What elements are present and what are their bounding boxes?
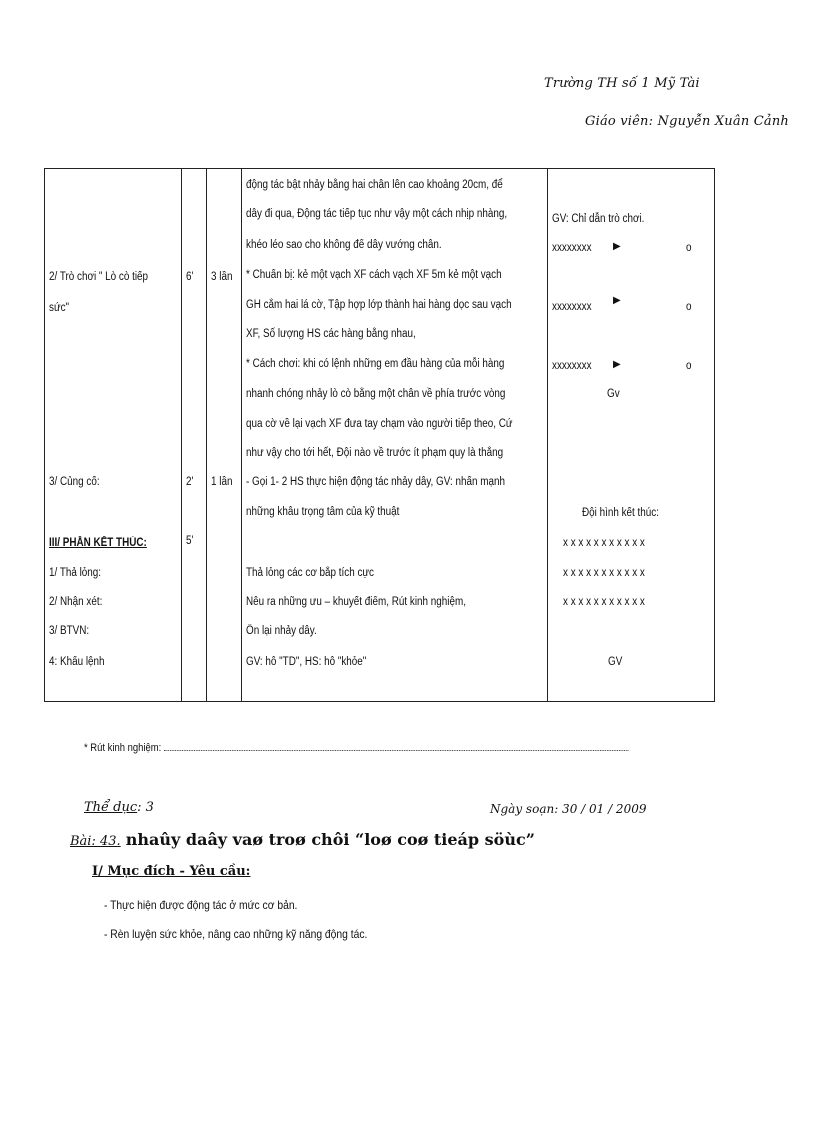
subject-heading [84, 800, 154, 815]
closing-formation-row: x x x x x x x x x x x [563, 567, 645, 579]
arrow-right-icon: ▶ [613, 359, 621, 370]
closing-item-content: GV: hô "TD", HS: hô "khỏe" [246, 656, 367, 668]
review-activity-label: 3/ Củng cố: [49, 476, 100, 488]
column-divider [206, 169, 207, 701]
game-time: 6' [186, 271, 194, 283]
arrow-right-icon: ▶ [613, 241, 621, 252]
formation-row: xxxxxxxx [552, 242, 592, 254]
content-line: * Cách chơi: khi có lệnh những em đầu hàng của mỗi hàng [246, 358, 505, 370]
closing-time: 5' [186, 535, 194, 547]
closing-formation-caption: Đội hình kết thúc: [582, 507, 659, 519]
review-reps: 1 lần [211, 476, 233, 488]
content-line: dây đi qua, Động tác tiếp tục như vậy một cách nhịp nhàng, [246, 208, 508, 220]
formation-row: xxxxxxxx [552, 360, 592, 372]
content-line: khéo léo sao cho không để dây vướng chân. [246, 239, 442, 251]
section-heading: I/ Mục đích - Yêu cầu: [92, 864, 251, 879]
closing-item-content: Thả lỏng các cơ bắp tích cực [246, 567, 375, 579]
content-line: nhanh chóng nhảy lò cò bằng một chân về phía trước vòng [246, 388, 506, 400]
flag-marker: o [686, 360, 692, 372]
game-reps: 3 lần [211, 271, 233, 283]
content-line: những khâu trọng tâm của kỹ thuật [246, 506, 400, 518]
review-time: 2' [186, 476, 194, 488]
closing-item-label: 1/ Thả lỏng: [49, 567, 102, 579]
content-line: qua cờ về lại vạch XF đưa tay chạm vào người tiếp theo, Cứ [246, 418, 513, 430]
lesson-plan-table [44, 168, 715, 702]
content-line: GH cắm hai lá cờ, Tập hợp lớp thành hai hàng dọc sau vạch [246, 299, 512, 311]
school-name: Trường TH số 1 Mỹ Tài [544, 76, 700, 91]
column-divider [241, 169, 242, 701]
lesson-title: nhaûy daây vaø troø chôi “loø coø tieáp söùc” [125, 830, 535, 849]
experience-note [84, 740, 628, 754]
subject-label: Thể dục [84, 800, 138, 815]
flag-marker: o [686, 301, 692, 313]
teacher-marker: Gv [607, 388, 620, 400]
closing-teacher-marker: GV [608, 656, 623, 668]
content-line: XF, Số lượng HS các hàng bằng nhau, [246, 328, 416, 340]
experience-note-label: * Rút kinh nghiệm: [84, 742, 162, 754]
content-line: - Gọi 1- 2 HS thực hiện động tác nhảy dây, GV: nhấn mạnh [246, 476, 505, 488]
closing-heading: III/ PHẦN KẾT THÚC: [49, 537, 147, 549]
closing-item-content: Nêu ra những ưu – khuyết điểm, Rút kinh nghiệm, [246, 596, 466, 608]
closing-item-content: Ôn lại nhảy dây. [246, 625, 317, 637]
game-instruction: GV: Chỉ dẫn trò chơi. [552, 213, 645, 225]
game-activity-label-cont: sức" [49, 302, 70, 314]
closing-item-label: 2/ Nhận xét: [49, 596, 103, 608]
lesson-label: Bài: 43. [70, 834, 121, 849]
lesson-heading [70, 830, 535, 849]
content-line: như vậy cho tới hết, Đội nào về trước ít phạm quy là thắng [246, 447, 504, 459]
flag-marker: o [686, 242, 692, 254]
teacher-name: Giáo viên: Nguyễn Xuân Cảnh [585, 114, 789, 129]
column-divider [547, 169, 548, 701]
requirement-item: - Thực hiện được động tác ở mức cơ bản. [104, 898, 298, 912]
content-line: * Chuẩn bị: kẻ một vạch XF cách vạch XF 5m kẻ một vạch [246, 269, 502, 281]
arrow-right-icon: ▶ [613, 295, 621, 306]
closing-formation-row: x x x x x x x x x x x [563, 537, 645, 549]
content-line: động tác bật nhảy bằng hai chân lên cao khoảng 20cm, để [246, 179, 503, 191]
closing-item-label: 3/ BTVN: [49, 625, 90, 637]
closing-item-label: 4: Khẩu lệnh [49, 656, 105, 668]
requirement-item: - Rèn luyện sức khỏe, nâng cao những kỹ năng động tác. [104, 927, 368, 941]
closing-formation-row: x x x x x x x x x x x [563, 596, 645, 608]
dotted-line [164, 740, 628, 751]
subject-grade: : 3 [137, 800, 154, 815]
column-divider [181, 169, 182, 701]
prep-date: Ngày soạn: 30 / 01 / 2009 [490, 802, 647, 816]
game-activity-label: 2/ Trò chơi " Lò cò tiếp [49, 271, 149, 283]
formation-row: xxxxxxxx [552, 301, 592, 313]
